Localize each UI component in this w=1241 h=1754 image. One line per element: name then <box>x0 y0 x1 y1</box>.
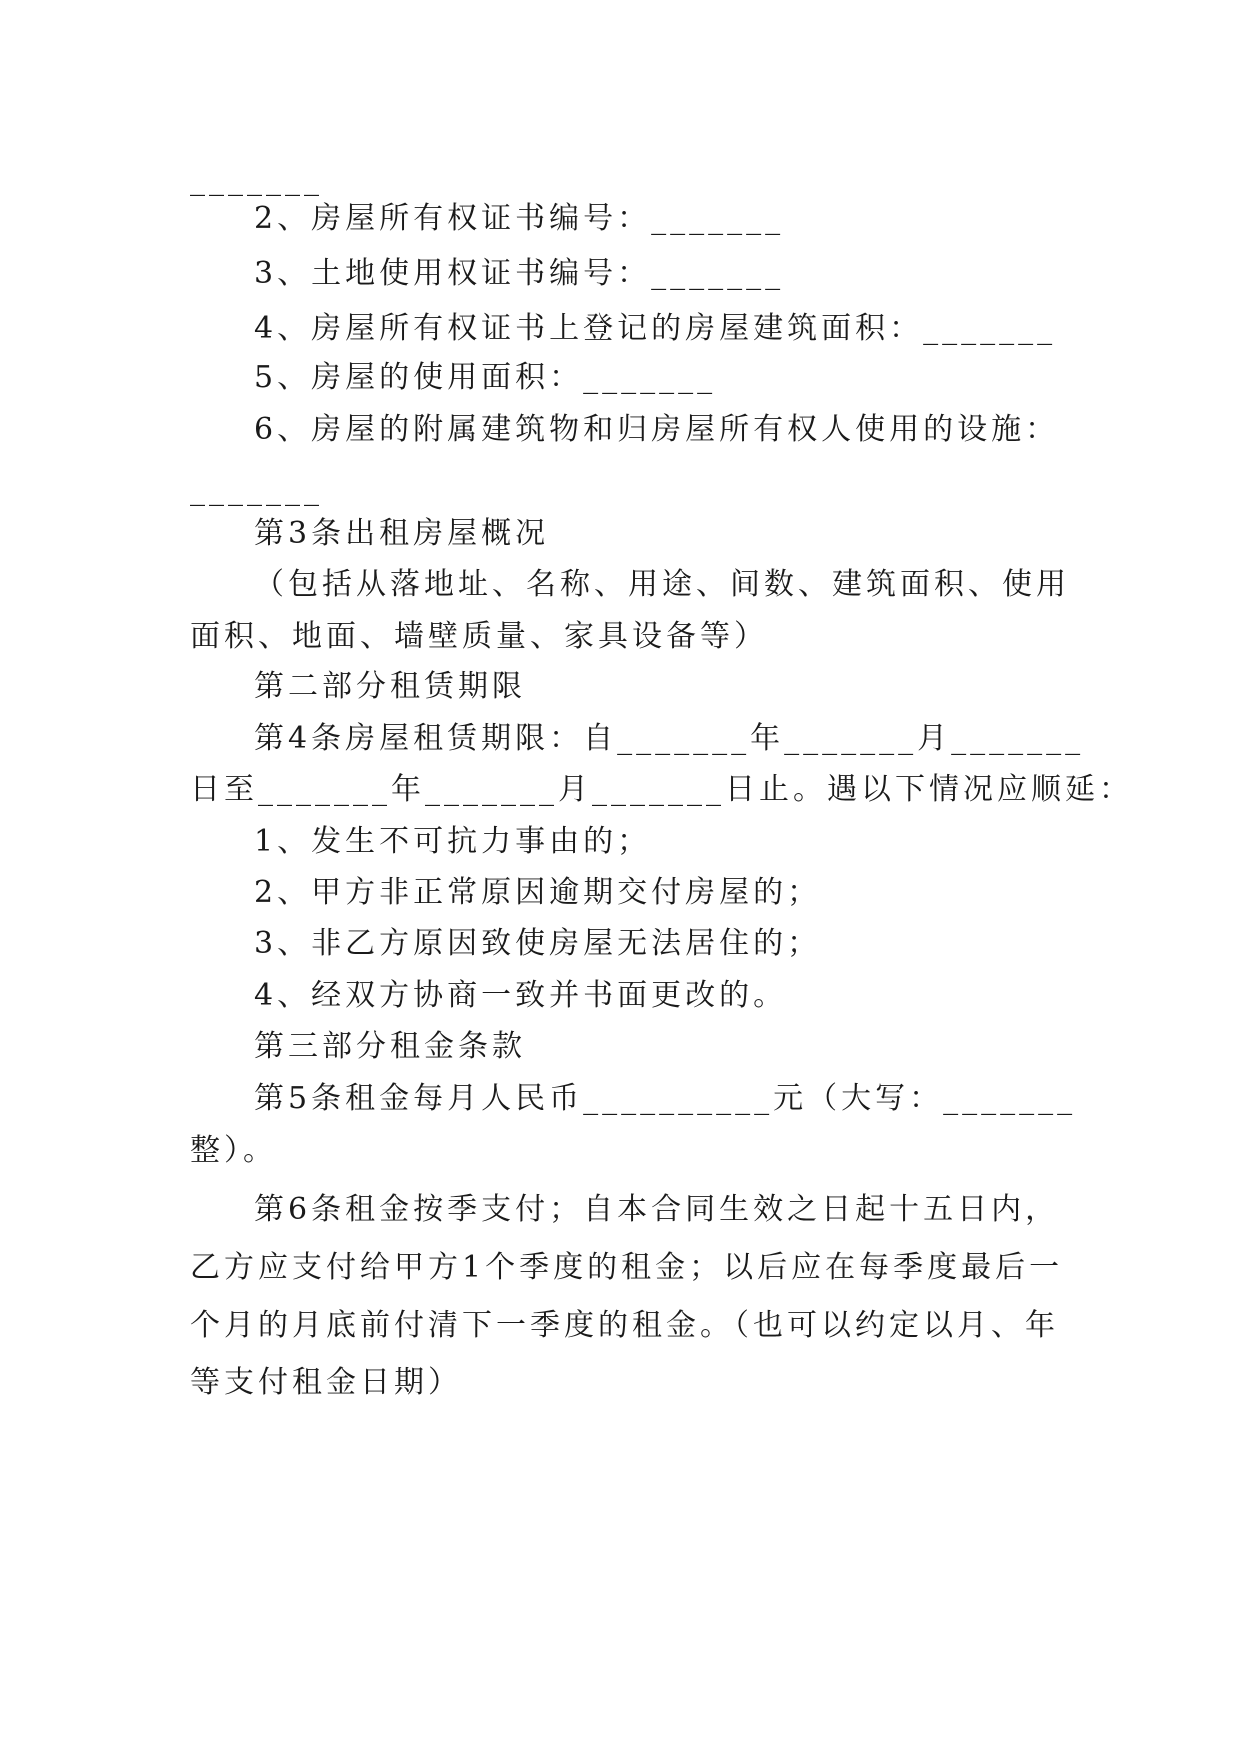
extension-item-4: 4、经双方协商一致并书面更改的。 <box>254 978 788 1013</box>
article-6-text-cont-2: 个月的月底前付清下一季度的租金。（也可以约定以月、年 <box>190 1308 1059 1343</box>
article-4-text-cont: 日至_______年_______月_______日止。遇以下情况应顺延： <box>190 772 1133 807</box>
part-3-heading: 第三部分租金条款 <box>254 1029 526 1064</box>
article-6-text-cont-3: 等支付租金日期） <box>190 1365 462 1400</box>
article-6-text: 第6条租金按季支付；自本合同生效之日起十五日内， <box>254 1192 1060 1227</box>
article-4-text: 第4条房屋租赁期限：自_______年_______月_______ <box>254 721 1085 756</box>
blank-line: _______ <box>190 162 323 197</box>
item-land-cert-number: 3、土地使用权证书编号：_______ <box>254 256 785 291</box>
extension-item-1: 1、发生不可抗力事由的； <box>254 824 652 859</box>
extension-item-3: 3、非乙方原因致使房屋无法居住的； <box>254 926 822 961</box>
article-3-heading: 第3条出租房屋概况 <box>254 516 550 551</box>
article-6-text-cont-1: 乙方应支付给甲方1个季度的租金；以后应在每季度最后一 <box>190 1250 1064 1285</box>
extension-item-2: 2、甲方非正常原因逾期交付房屋的； <box>254 875 822 910</box>
item-usable-area: 5、房屋的使用面积：_______ <box>254 360 717 395</box>
part-2-heading: 第二部分租赁期限 <box>254 669 526 704</box>
article-3-note-cont: 面积、地面、墙壁质量、家具设备等） <box>190 619 768 654</box>
article-5-text-cont: 整）。 <box>190 1133 277 1168</box>
blank-line: _______ <box>190 472 323 507</box>
article-5-text: 第5条租金每月人民币__________元（大写：_______ <box>254 1081 1077 1116</box>
article-3-note: （包括从落地址、名称、用途、间数、建筑面积、使用 <box>254 567 1070 602</box>
item-registered-area: 4、房屋所有权证书上登记的房屋建筑面积：_______ <box>254 311 1057 346</box>
item-ownership-cert-number: 2、房屋所有权证书编号：_______ <box>254 201 785 236</box>
item-facilities: 6、房屋的附属建筑物和归房屋所有权人使用的设施： <box>254 412 1060 447</box>
